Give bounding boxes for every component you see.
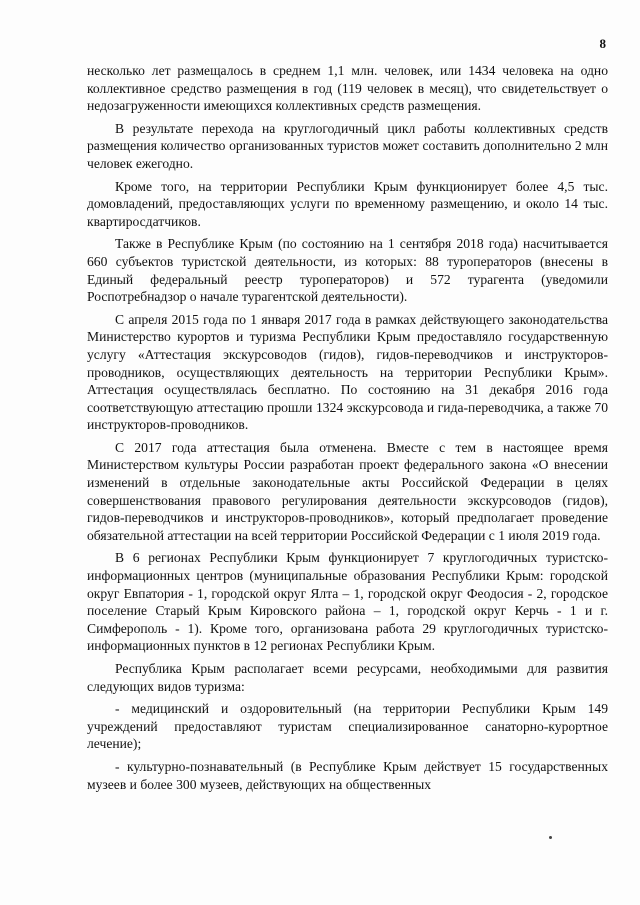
scan-speck — [549, 836, 552, 839]
paragraph: Также в Республике Крым (по состоянию на 1 сентября 2018 года) насчитывается 660 субъектов туристской деятельности, из которых: 88 туроператоров (внесены в Единый федеральный реестр туроператоров) и 572 турагента (уведомили Роспотребнадзор о начале турагентской деятельности). — [87, 236, 608, 305]
paragraph: С 2017 года аттестация была отменена. Вместе с тем в настоящее время Министерством культуры России разработан проект федерального закона «О внесении изменений в отдельные законодательные акты Российской Федерации в целях совершенствования правового регулирования деятельности экскурсоводов (гидов), гидов-переводчиков и инструкторов-проводников», который предполагает проведение обязательной аттестации на всей территории Российской Федерации с 1 июля 2019 года. — [87, 439, 608, 543]
paragraph: Республика Крым располагает всеми ресурсами, необходимыми для развития следующих видов туризма: — [87, 661, 608, 694]
list-item: - медицинский и оздоровительный (на территории Республики Крым 149 учреждений предоставляют туристам специализированное санаторно-курортное лечение); — [87, 701, 608, 752]
paragraph: В результате перехода на круглогодичный цикл работы коллективных средств размещения количество организованных туристов может составить дополнительно 2 млн человек ежегодно. — [87, 120, 608, 171]
paragraph: Кроме того, на территории Республики Крым функционирует более 4,5 тыс. домовладений, предоставляющих услуги по временному размещению, и около 14 тыс. квартиросдатчиков. — [87, 178, 608, 229]
paragraph: С апреля 2015 года по 1 января 2017 года в рамках действующего законодательства Министерство курортов и туризма Республики Крым предоставляло государственную услугу «Аттестация экскурсоводов (гидов), гидов-переводчиков и инструкторов-проводников, осуществляющих деятельность на территории Республики Крым». Аттестация осуществлялась бесплатно. По состоянию на 31 декабря 2016 года соответствующую аттестацию прошли 1324 экскурсовода и гида-переводчика, а также 70 инструкторов-проводников. — [87, 311, 608, 433]
paragraph: несколько лет размещалось в среднем 1,1 млн. человек, или 1434 человека на одно коллективное средство размещения в год (119 человек в месяц), что свидетельствует о недозагруженности имеющихся коллективных средств размещения. — [87, 63, 608, 114]
document-body — [87, 62, 608, 798]
page-number: 8 — [599, 36, 606, 51]
list-item: - культурно-познавательный (в Республике Крым действует 15 государственных музеев и более 300 музеев, действующих на общественных — [87, 758, 608, 792]
paragraph: В 6 регионах Республики Крым функционирует 7 круглогодичных туристско-информационных центров (муниципальные образования Республики Крым: городской округ Евпатория - 1, городской округ Ялта – 1, городской округ Феодосия - 2, городское поселение Старый Крым Кировского района – 1, городской округ Керчь - 1 и г. Симферополь - 1). Кроме того, организована работа 29 круглогодичных туристско-информационных пунктов в 12 регионах Республики Крым. — [87, 550, 608, 654]
